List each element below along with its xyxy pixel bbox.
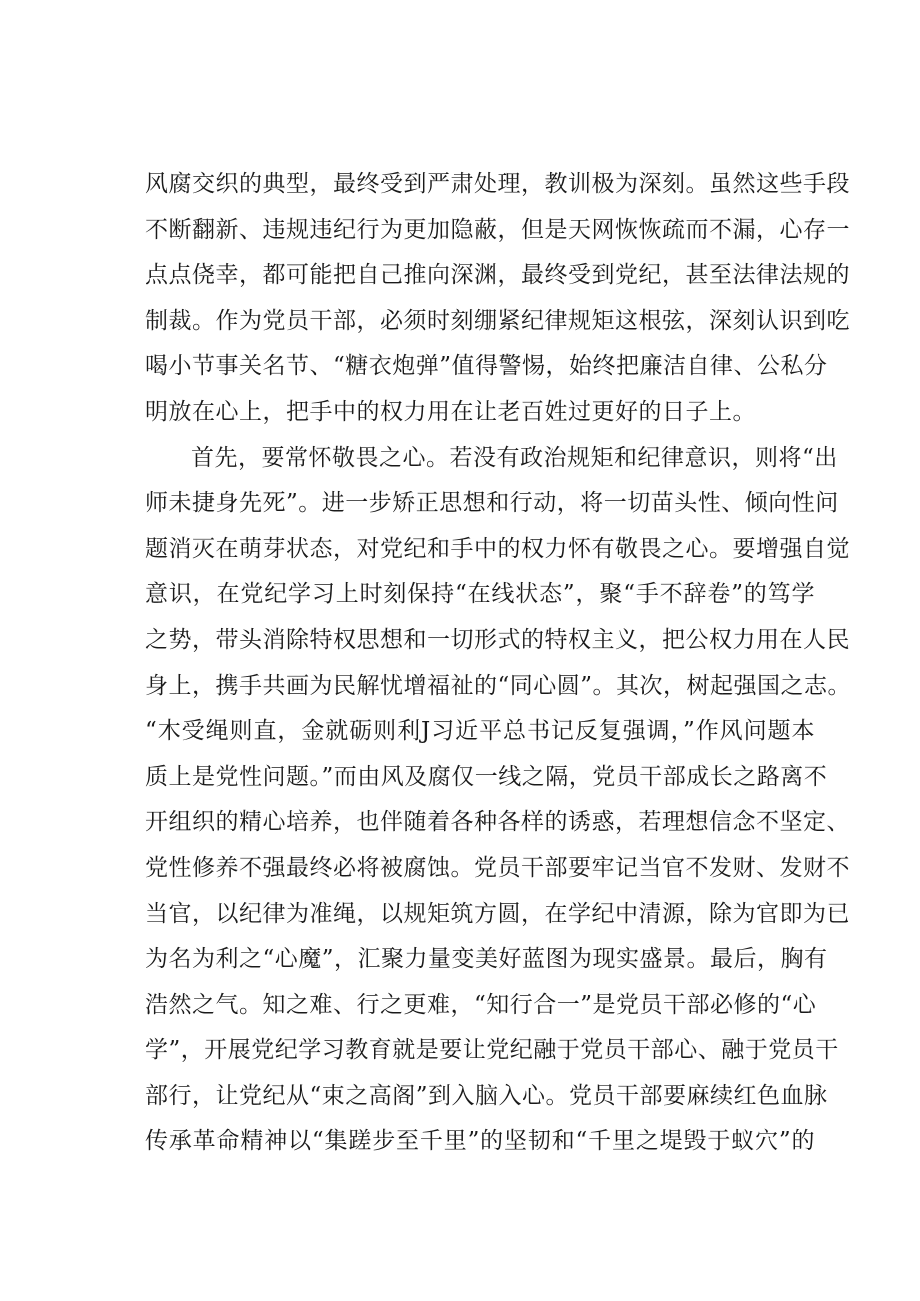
text-line: 学”，开展党纪学习教育就是要让党纪融于党员干部心、融于党员干: [145, 1037, 839, 1064]
body-text: [145, 162, 852, 1165]
text-line: 题消灭在萌芽状态，对党纪和手中的权力怀有敬畏之心。要增强自觉: [145, 535, 850, 562]
text-line: 制裁。作为党员干部，必须时刻绷紧纪律规矩这根弦，深刻认识到吃: [145, 307, 850, 334]
text-line: 师未捷身先死”。进一步矫正思想和行动，将一切苗头性、倾向性问: [145, 490, 839, 517]
text-line: 传承革命精神以“集蹉步至千里”的坚韧和“千里之堤毁于蚁穴”的: [145, 1128, 815, 1155]
text-line: 点点侥幸，都可能把自己推向深渊，最终受到党纪，甚至法律法规的: [145, 262, 850, 289]
text-line: 部行，让党纪从“束之高阁”到入脑入心。党员干部要麻续红色血脉: [145, 1082, 828, 1109]
text-line: 之势，带头消除特权思想和一切形式的特权主义，把公权力用在人民: [145, 626, 850, 653]
text-line: 喝小节事关名节、“糖衣炮弹”值得警惕，始终把廉洁自律、公私分: [145, 353, 828, 380]
text-line: 质上是党性问题。”而由风及腐仅一线之隔，党员干部成长之路离不: [145, 763, 828, 790]
text-line: 明放在心上，把手中的权力用在让老百姓过更好的日子上。: [145, 398, 756, 425]
text-line: 浩然之气。知之难、行之更难，“知行合一”是党员干部必修的“心: [145, 991, 817, 1018]
text-line: 意识，在党纪学习上时刻保持“在线状态”，聚“手不辞卷”的笃学: [145, 581, 815, 608]
text-line: 首先，要常怀敬畏之心。若没有政治规矩和纪律意识，则将“出: [191, 444, 838, 471]
text-line: 当官，以纪律为准绳，以规矩筑方圆，在学纪中清源，除为官即为已: [145, 900, 850, 927]
text-line: 开组织的精心培养，也伴随着各种各样的诱惑，若理想信念不坚定、: [145, 809, 850, 836]
text-line: 风腐交织的典型，最终受到严肃处理，教训极为深刻。虽然这些手段: [145, 171, 850, 197]
text-line: “木受绳则直，金就砺则利J习近平总书记反复强调，”作风问题本: [145, 718, 815, 745]
text-line: 党性修养不强最终必将被腐蚀。党员干部要牢记当官不发财、发财不: [145, 854, 850, 881]
text-line: 不断翻新、违规违纪行为更加隐蔽，但是天网恢恢疏而不漏，心存一: [145, 216, 850, 243]
text-line: 为名为利之“心魔”，汇聚力量变美好蓝图为现实盛景。最后，胸有: [145, 946, 828, 973]
text-line: 身上，携手共画为民解忧增福祉的“同心圆”。其次，树起强国之志。: [145, 672, 852, 699]
